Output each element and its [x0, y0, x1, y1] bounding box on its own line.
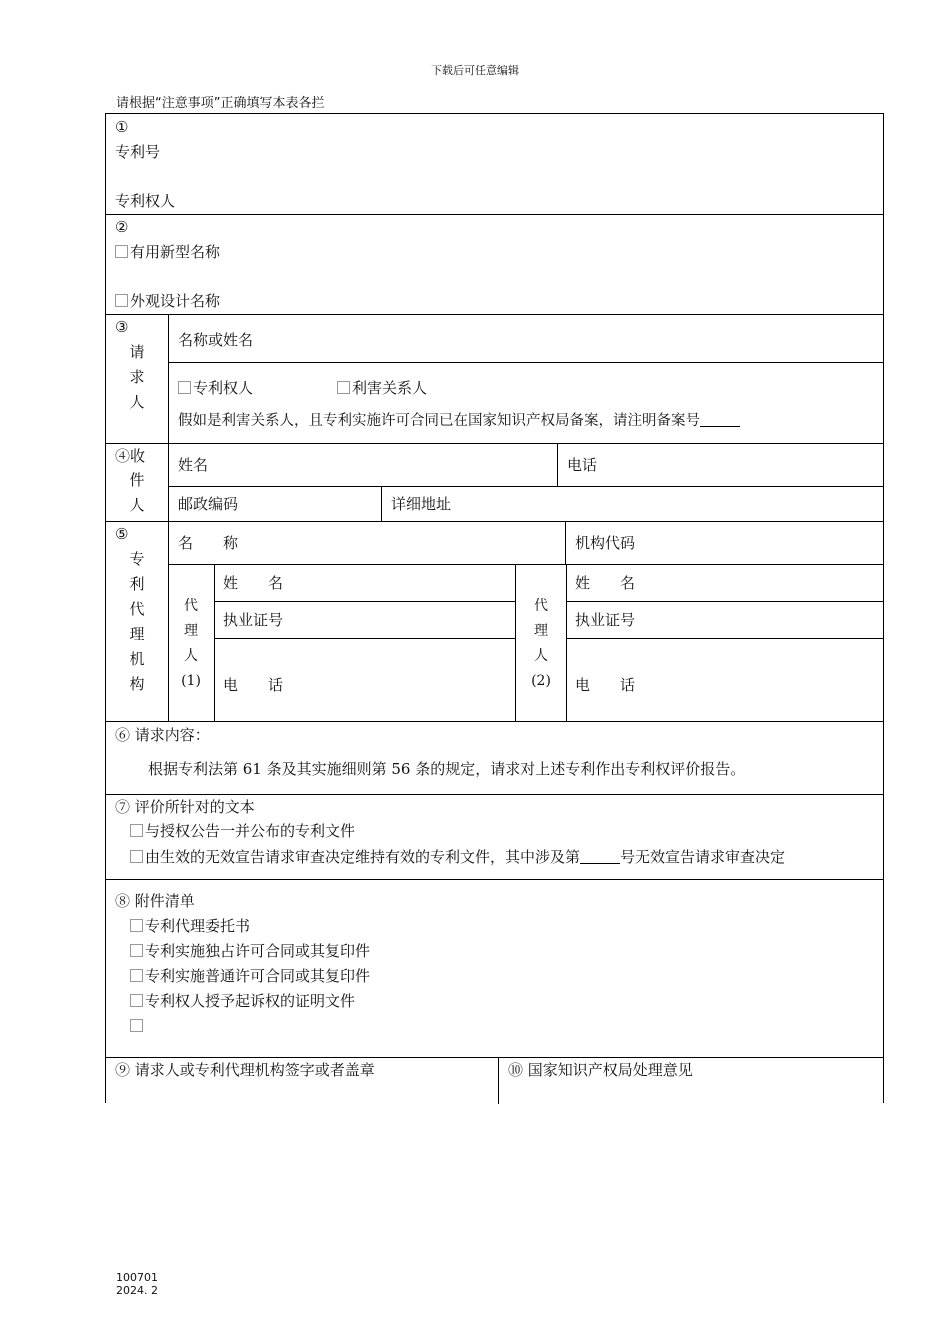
design-checkbox[interactable]	[115, 294, 128, 307]
agent-2-name-label: 姓 名	[575, 574, 636, 592]
design-label: 外观设计名称	[130, 292, 221, 310]
utility-model-row[interactable]	[115, 242, 220, 262]
signature-title: ⑨ 请求人或专利代理机构签字或者盖章	[115, 1061, 375, 1079]
attachment-label: 专利代理委托书	[145, 917, 251, 935]
requester-name-label: 名称或姓名	[178, 331, 254, 349]
opt-patentee-row[interactable]	[178, 378, 253, 398]
office-opinion-title: ⑩ 国家知识产权局处理意见	[508, 1061, 693, 1079]
postcode-label: 邮政编码	[178, 495, 239, 513]
attachment-checkbox[interactable]	[130, 1019, 143, 1032]
design-row[interactable]	[115, 291, 220, 311]
page-header: 下载后可任意编辑	[431, 64, 519, 77]
attachment-label: 专利实施普通许可合同或其复印件	[145, 967, 371, 985]
eval-opt-1-label: 与授权公告一并公布的专利文件	[145, 822, 356, 840]
attachment-label: 专利权人授予起诉权的证明文件	[145, 992, 356, 1010]
attachment-checkbox[interactable]	[130, 919, 143, 932]
recipient-name-label: 姓名	[178, 456, 209, 474]
agent-1-license-label: 执业证号	[223, 611, 284, 629]
attachment-item[interactable]	[130, 916, 250, 936]
attachment-item[interactable]	[130, 991, 355, 1011]
form-code: 100701	[116, 1271, 158, 1284]
agent-2-license-label: 执业证号	[575, 611, 636, 629]
recipient-vertical-label: 件 人	[129, 471, 145, 514]
attachment-label: 专利实施独占许可合同或其复印件	[145, 942, 371, 960]
filing-number-note	[178, 411, 740, 431]
agency-vertical-label: 专 利 代 理 机 构	[129, 550, 145, 693]
form-instruction: 请根据“注意事项”正确填写本表各拦	[116, 96, 325, 111]
patentee-label: 专利权人	[115, 192, 176, 210]
eval-opt-2-label: 由生效的无效宣告请求审查决定维持有效的专利文件，其中涉及第	[145, 848, 581, 866]
section-4-heading: ④收	[115, 447, 146, 465]
attachment-checkbox[interactable]	[130, 944, 143, 957]
agency-code-label: 机构代码	[575, 534, 636, 552]
section-1-number: ①	[115, 118, 129, 136]
opt-interested-row[interactable]	[337, 378, 427, 398]
form-version: 2024. 2	[116, 1284, 158, 1297]
filing-note-text: 假如是利害关系人，且专利实施许可合同已在国家知识产权局备案，请注明备案号	[178, 413, 700, 429]
attachment-checkbox[interactable]	[130, 994, 143, 1007]
opt-interested-label: 利害关系人	[352, 379, 428, 397]
eval-opt-1-checkbox[interactable]	[130, 824, 143, 837]
section-3-number: ③	[115, 318, 129, 336]
agent-1-vertical-label: 代 理 人 (1)	[181, 598, 201, 689]
attachment-item[interactable]	[130, 966, 370, 986]
utility-model-label: 有用新型名称	[130, 243, 221, 261]
attachment-item[interactable]	[130, 941, 370, 961]
request-content-body: 根据专利法第 61 条及其实施细则第 56 条的规定，请求对上述专利作出专利权评价报告。	[148, 760, 746, 778]
request-content-title: ⑥ 请求内容：	[115, 726, 210, 744]
patent-number-label: 专利号	[115, 143, 161, 161]
eval-opt-2-suffix: 号无效宣告请求审查决定	[620, 848, 786, 866]
eval-opt-2-row[interactable]	[130, 847, 785, 867]
decision-number-blank[interactable]	[580, 849, 620, 864]
attachments-title: ⑧ 附件清单	[115, 892, 195, 910]
opt-interested-checkbox[interactable]	[337, 381, 350, 394]
agent-2-phone-label: 电 话	[575, 676, 636, 694]
address-label: 详细地址	[391, 495, 452, 513]
opt-patentee-checkbox[interactable]	[178, 381, 191, 394]
attachment-checkbox[interactable]	[130, 969, 143, 982]
agent-2-vertical-label: 代 理 人 (2)	[531, 598, 551, 689]
section-5-number: ⑤	[115, 525, 129, 543]
agent-1-name-label: 姓 名	[223, 574, 284, 592]
utility-model-checkbox[interactable]	[115, 245, 128, 258]
agency-name-label: 名 称	[178, 534, 239, 552]
attachment-item[interactable]	[130, 1016, 145, 1036]
requester-vertical-label: 请 求 人	[129, 343, 145, 411]
opt-patentee-label: 专利权人	[193, 379, 254, 397]
eval-opt-1-row[interactable]	[130, 821, 355, 841]
request-form	[105, 113, 884, 1103]
agent-1-phone-label: 电 话	[223, 676, 284, 694]
recipient-phone-label: 电话	[567, 456, 598, 474]
filing-number-blank[interactable]	[700, 412, 740, 427]
section-2-number: ②	[115, 218, 129, 236]
eval-opt-2-checkbox[interactable]	[130, 850, 143, 863]
evaluation-text-title: ⑦ 评价所针对的文本	[115, 798, 255, 816]
